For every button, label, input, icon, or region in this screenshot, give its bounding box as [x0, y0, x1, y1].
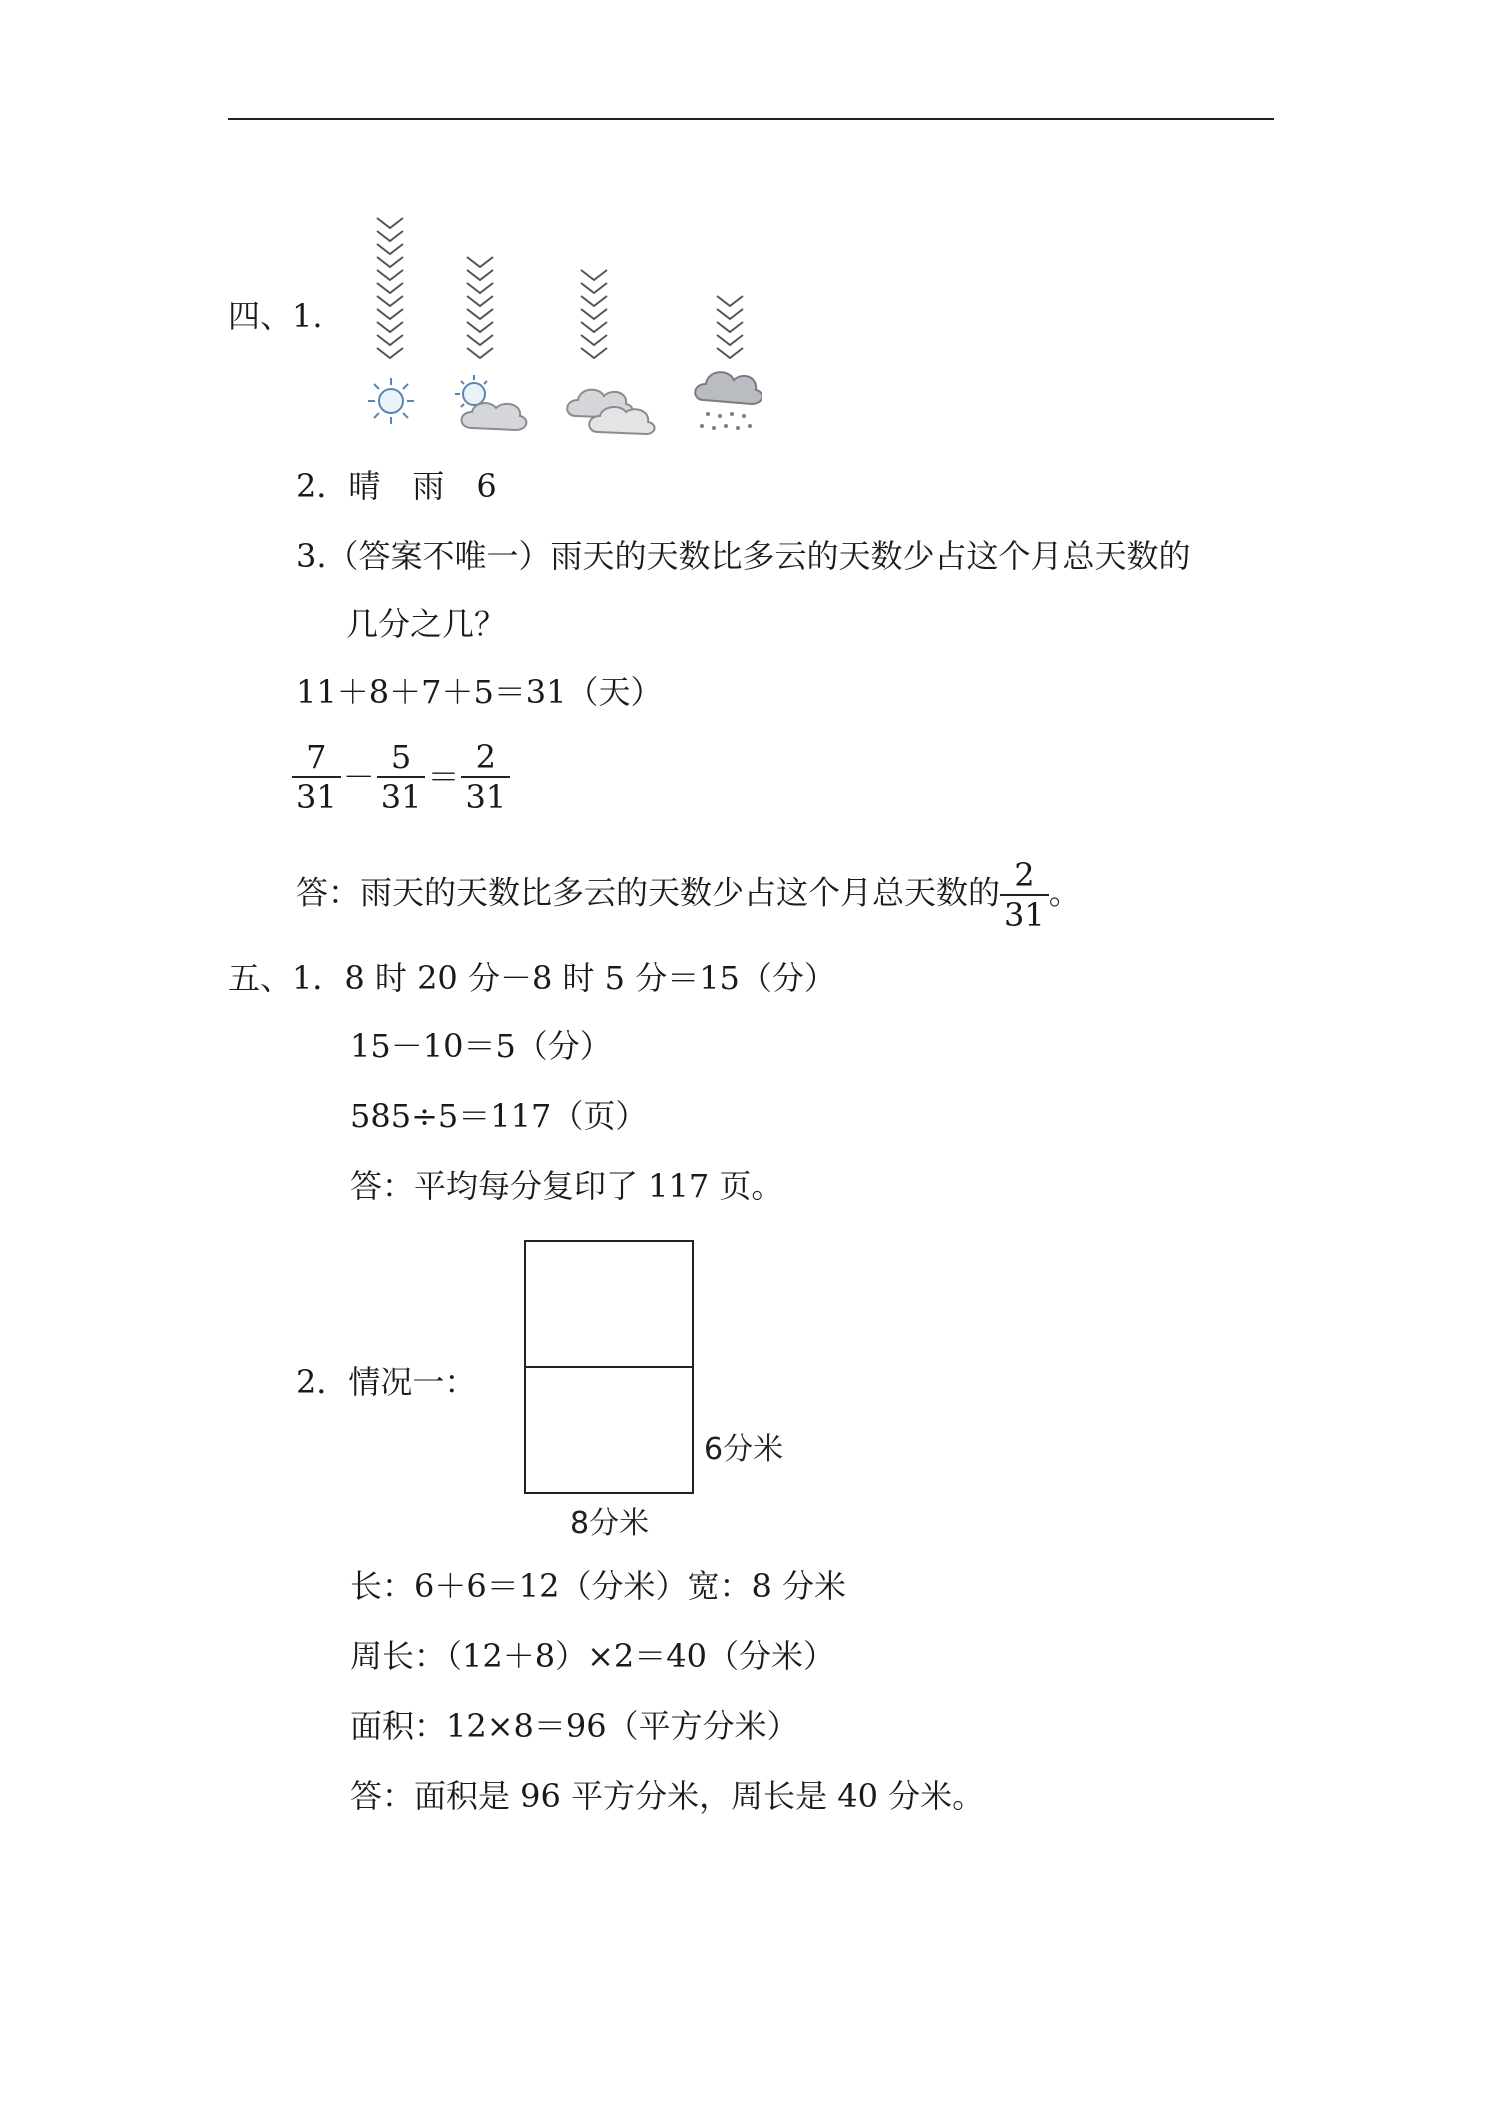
fraction-7-31: $\frac{7}{31}$	[292, 738, 341, 816]
arrow-stack-1	[377, 218, 403, 358]
cloudy-icon	[562, 380, 658, 436]
rain-icon	[690, 360, 762, 436]
q5-1-answer: 答：平均每分复印了 117 页。	[350, 1167, 784, 1205]
fraction-2-31: $\frac{2}{31}$	[461, 738, 510, 816]
chevron-down-icon	[377, 335, 403, 345]
chevron-down-icon	[581, 335, 607, 345]
q4-3-question-line2: 几分之几？	[346, 605, 507, 643]
side-length-label: 6分米	[704, 1432, 784, 1467]
chevron-down-icon	[717, 296, 743, 306]
fraction-equation	[292, 738, 510, 816]
chevron-down-icon	[581, 322, 607, 332]
chevron-down-icon	[377, 348, 403, 358]
chevron-down-icon	[581, 270, 607, 280]
chevron-down-icon	[467, 270, 493, 280]
answer-fraction: $\frac{2}{31}$	[1000, 856, 1049, 934]
arrow-stack-4	[717, 296, 743, 358]
chevron-down-icon	[467, 296, 493, 306]
chevron-down-icon	[581, 309, 607, 319]
chevron-down-icon	[377, 309, 403, 319]
q4-3-question-line1: 3.（答案不唯一）雨天的天数比多云的天数少占这个月总天数的	[296, 537, 1191, 575]
chevron-down-icon	[377, 283, 403, 293]
rectangle-figure	[524, 1240, 694, 1494]
chevron-down-icon	[717, 322, 743, 332]
equals-sign: ＝	[427, 758, 460, 796]
chevron-down-icon	[717, 348, 743, 358]
minus-sign: －	[342, 758, 375, 796]
chevron-down-icon	[377, 257, 403, 267]
arrow-stack-2	[467, 257, 493, 358]
q5-1-line1: 五、1．8 时 20 分－8 时 5 分＝15（分）	[228, 959, 836, 997]
chevron-down-icon	[467, 283, 493, 293]
partly-cloudy-icon	[452, 372, 532, 434]
chevron-down-icon	[377, 218, 403, 228]
chevron-down-icon	[717, 335, 743, 345]
chevron-down-icon	[377, 231, 403, 241]
chevron-down-icon	[377, 244, 403, 254]
chevron-down-icon	[581, 348, 607, 358]
q5-1-line2: 15－10＝5（分）	[350, 1027, 612, 1065]
chevron-down-icon	[581, 296, 607, 306]
fraction-5-31: $\frac{5}{31}$	[377, 738, 426, 816]
q5-1-line3: 585÷5＝117（页）	[350, 1097, 648, 1135]
q4-1-label: 四、1.	[228, 297, 323, 335]
chevron-down-icon	[581, 283, 607, 293]
chevron-down-icon	[717, 309, 743, 319]
sun-icon	[364, 374, 418, 428]
chevron-down-icon	[467, 309, 493, 319]
arrow-stack-3	[581, 270, 607, 358]
q4-3-answer: 答：雨天的天数比多云的天数少占这个月总天数的 $\frac{2}{31}$ 。	[296, 856, 1081, 934]
q5-2-line1: 长：6＋6＝12（分米）宽：8 分米	[350, 1567, 846, 1605]
q4-3-equation: 11＋8＋7＋5＝31（天）	[296, 673, 663, 711]
chevron-down-icon	[467, 335, 493, 345]
chevron-down-icon	[377, 270, 403, 280]
chevron-down-icon	[467, 348, 493, 358]
bottom-length-label: 8分米	[570, 1506, 650, 1541]
rectangle-divider	[526, 1366, 692, 1368]
q5-2-answer: 答：面积是 96 平方分米，周长是 40 分米。	[350, 1777, 985, 1815]
q5-2-line3: 面积：12×8＝96（平方分米）	[350, 1707, 799, 1745]
q4-2-answer: 2．晴 雨 6	[296, 467, 497, 505]
chevron-down-icon	[377, 322, 403, 332]
chevron-down-icon	[377, 296, 403, 306]
header-rule	[228, 118, 1274, 120]
chevron-down-icon	[467, 322, 493, 332]
q5-2-label: 2．情况一：	[296, 1363, 477, 1401]
q5-2-line2: 周长：（12＋8）×2＝40（分米）	[350, 1637, 835, 1675]
chevron-down-icon	[467, 257, 493, 267]
